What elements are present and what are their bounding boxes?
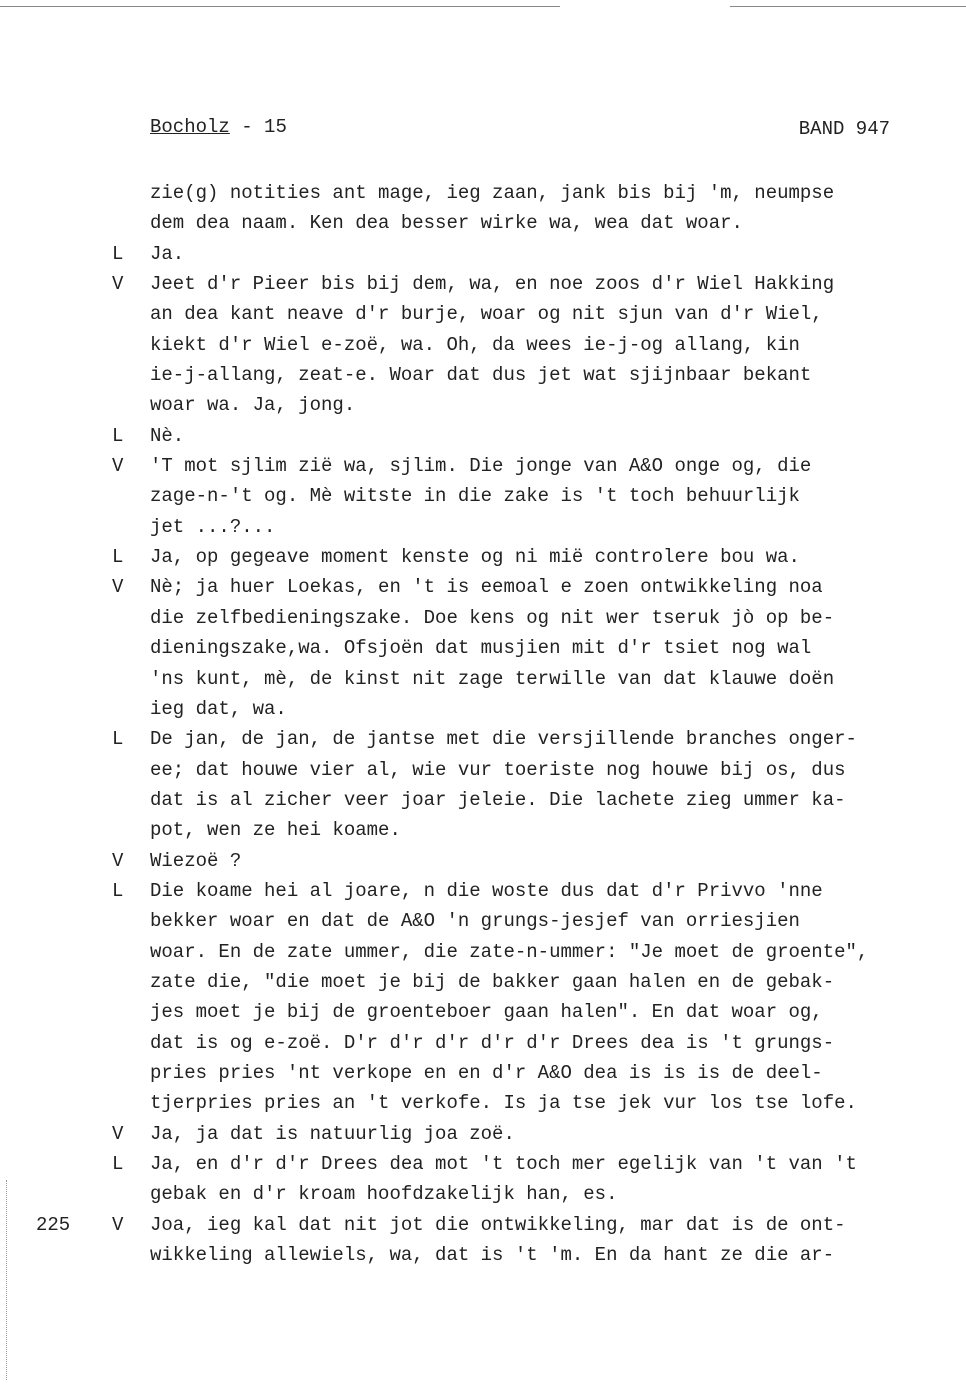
speaker-label: L: [112, 242, 124, 265]
transcript-line: [0, 846, 966, 876]
transcript-line: [0, 633, 966, 663]
top-rule: [0, 6, 560, 7]
transcript-line: [0, 1088, 966, 1118]
transcript-line: [0, 269, 966, 299]
line-text: die zelfbedieningszake. Doe kens og nit wer tseruk jò op be-: [150, 606, 835, 629]
line-text: bekker woar en dat de A&O 'n grungs-jesjef van orriesjien: [150, 910, 800, 933]
transcript-line: [0, 785, 966, 815]
speaker-label: V: [112, 576, 124, 599]
line-text: Wiezoë ?: [150, 849, 242, 872]
line-text: zate die, "die moet je bij de bakker gaan halen en de gebak-: [150, 970, 835, 993]
transcript-line: [0, 937, 966, 967]
line-text: tjerpries pries an 't verkofe. Is ja tse jek vur los tse lofe.: [150, 1092, 857, 1115]
transcript-line: [0, 1149, 966, 1179]
line-text: Jeet d'r Pieer bis bij dem, wa, en noe zoos d'r Wiel Hakking: [150, 273, 835, 296]
line-text: 'ns kunt, mè, de kinst nit zage terwille van dat klauwe doën: [150, 667, 835, 690]
transcript-line: [0, 1058, 966, 1088]
line-text: ee; dat houwe vier al, wie vur toeriste nog houwe bij os, dus: [150, 758, 846, 781]
transcript-line: [0, 360, 966, 390]
line-text: jet ...?...: [150, 515, 276, 538]
line-text: Ja, en d'r d'r Drees dea mot 't toch mer egelijk van 't van 't: [150, 1153, 857, 1175]
transcript-line: [0, 906, 966, 936]
transcript-line: [0, 967, 966, 997]
line-text: Ja.: [150, 242, 185, 265]
transcript-line: [0, 451, 966, 481]
line-text: Die koame hei al joare, n die woste dus dat d'r Privvo 'nne: [150, 879, 823, 902]
line-text: zage-n-'t og. Mè witste in die zake is 't toch behuurlijk: [150, 485, 800, 508]
transcript-line: [0, 603, 966, 633]
transcript-line: [0, 481, 966, 511]
line-text: Nè.: [150, 424, 185, 447]
speaker-label: V: [112, 1213, 124, 1236]
transcript-line: [0, 1028, 966, 1058]
transcript-line: [0, 421, 966, 451]
line-text: 'T mot sjlim zië wa, sjlim. Die jonge van A&O onge og, die: [150, 455, 812, 478]
transcript-line: [0, 299, 966, 329]
line-text: dem dea naam. Ken dea besser wirke wa, wea dat woar.: [150, 212, 743, 235]
transcript-line: [0, 1179, 966, 1209]
transcript-line: [0, 1119, 966, 1149]
top-rule-right: [730, 6, 966, 7]
speaker-label: L: [112, 1153, 124, 1175]
page-number: 15: [264, 116, 287, 138]
line-text: dieningszake,wa. Ofsjoën dat musjien mit d'r tsiet nog wal: [150, 637, 812, 660]
transcript-line: [0, 664, 966, 694]
speaker-label: L: [112, 546, 124, 569]
speaker-label: V: [112, 455, 124, 478]
transcript-line: [0, 239, 966, 269]
line-text: jes moet je bij de groenteboer gaan halen". En dat woar og,: [150, 1001, 823, 1024]
line-text: dat is og e-zoë. D'r d'r d'r d'r d'r Drees dea is 't grungs-: [150, 1031, 835, 1054]
transcript-body: [0, 178, 966, 1270]
line-text: Nè; ja huer Loekas, en 't is eemoal e zoen ontwikkeling noa: [150, 576, 823, 599]
transcript-line: [0, 330, 966, 360]
line-number: 225: [36, 1213, 71, 1236]
speaker-label: L: [112, 424, 124, 447]
line-text: Joa, ieg kal dat nit jot die ontwikkeling, mar dat is de ont-: [150, 1213, 846, 1236]
transcript-line: [0, 1240, 966, 1270]
line-text: dat is al zicher veer joar jeleie. Die lachete zieg ummer ka-: [150, 788, 846, 811]
line-text: Ja, ja dat is natuurlig joa zoë.: [150, 1122, 515, 1145]
line-text: De jan, de jan, de jantse met die versjillende branches onger-: [150, 728, 857, 751]
line-text: wikkeling allewiels, wa, dat is 't 'm. En da hant ze die ar-: [150, 1244, 835, 1267]
speaker-label: L: [112, 728, 124, 751]
speaker-label: V: [112, 1122, 124, 1145]
line-text: an dea kant neave d'r burje, woar og nit sjun van d'r Wiel,: [150, 303, 823, 326]
transcript-line: [0, 572, 966, 602]
line-text: ieg dat, wa.: [150, 697, 287, 720]
line-text: pot, wen ze hei koame.: [150, 819, 401, 842]
transcript-line: [0, 178, 966, 208]
line-text: pries pries 'nt verkope en en d'r A&O dea is is is de deel-: [150, 1061, 823, 1084]
line-text: ie-j-allang, zeat-e. Woar dat dus jet wat sjijnbaar bekant: [150, 364, 812, 387]
header-separator: -: [229, 116, 265, 138]
line-text: gebak en d'r kroam hoofdzakelijk han, es.: [150, 1183, 618, 1206]
transcript-line: [0, 815, 966, 845]
transcript-line: [0, 997, 966, 1027]
speaker-label: V: [112, 849, 124, 872]
line-text: zie(g) notities ant mage, ieg zaan, jank bis bij 'm, neumpse: [150, 182, 835, 204]
margin-mark: [6, 1180, 7, 1380]
line-text: Ja, op gegeave moment kenste og ni mië controlere bou wa.: [150, 546, 800, 569]
transcript-line: [0, 876, 966, 906]
transcript-line: [0, 390, 966, 420]
transcript-line: [0, 694, 966, 724]
line-text: woar wa. Ja, jong.: [150, 394, 356, 417]
place-name: Bocholz: [150, 116, 230, 138]
speaker-label: V: [112, 273, 124, 296]
transcript-line: [0, 1210, 966, 1240]
transcript-line: [0, 512, 966, 542]
line-text: kiekt d'r Wiel e-zoë, wa. Oh, da wees ie-j-og allang, kin: [150, 333, 800, 356]
transcript-line: [0, 755, 966, 785]
transcript-line: [0, 724, 966, 754]
speaker-label: L: [112, 879, 124, 902]
line-text: woar. En de zate ummer, die zate-n-ummer: "Je moet de groente",: [150, 940, 869, 963]
page-header-left: [150, 116, 287, 138]
band-label: BAND 947: [798, 118, 890, 140]
transcript-line: [0, 208, 966, 238]
transcript-line: [0, 542, 966, 572]
